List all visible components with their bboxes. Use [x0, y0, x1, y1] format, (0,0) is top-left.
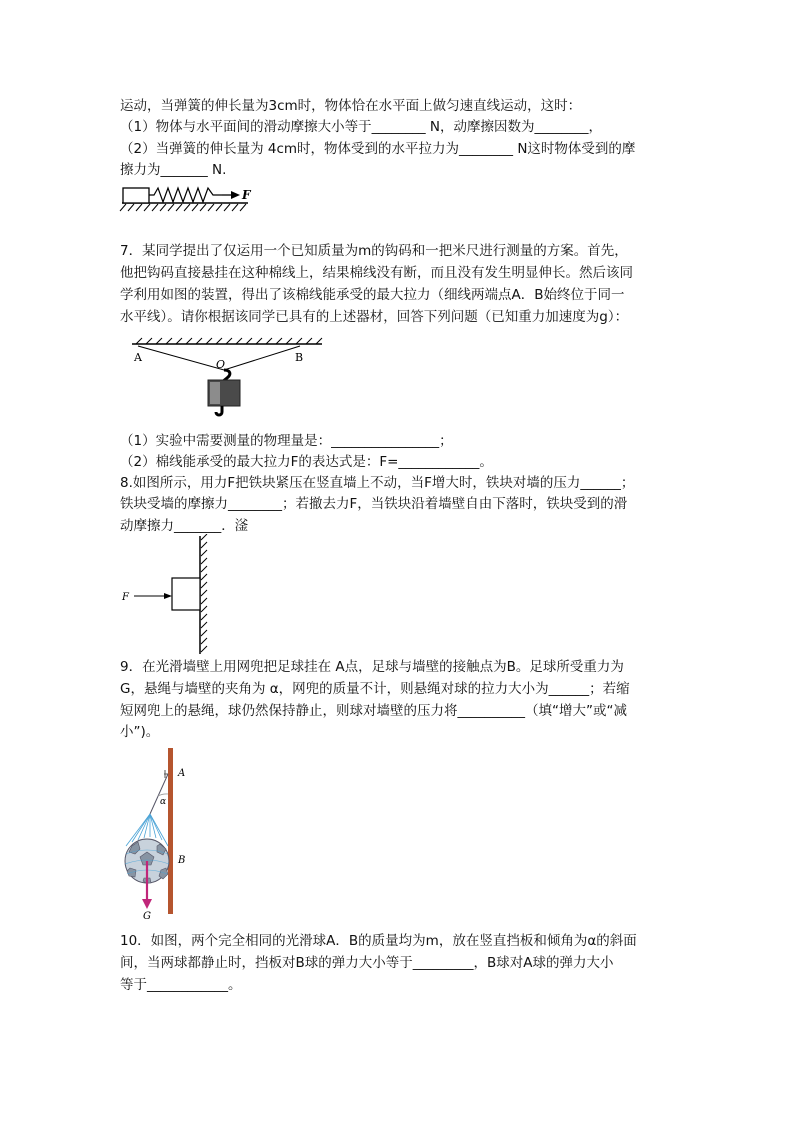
spring: [149, 188, 222, 202]
q7-line-2: 他把钩码直接悬挂在这种棉线上，结果棉线没有断，而且没有发生明显伸长。然后该同: [120, 265, 633, 281]
q6-line-1: 运动，当弹簧的伸长量为3cm时，物体恰在水平面上做匀速直线运动，这时：: [120, 98, 582, 114]
label-a: A: [178, 768, 186, 779]
gravity-arrowhead: [142, 899, 152, 909]
q10-line-1: 10．如图，两个完全相同的光滑球A．B的质量均为m，放在竖直挡板和倾角为α的斜面: [120, 933, 637, 949]
iron-block: [172, 578, 200, 610]
q7-line-4: 水平线）。请你根据该同学已具有的上述器材，回答下列问题（已知重力加速度为g）：: [120, 309, 629, 325]
label-b: B: [178, 855, 186, 866]
force-arrow: [231, 191, 240, 199]
force-label: F: [242, 188, 251, 202]
wall: [168, 748, 173, 914]
q9-line-2: G，悬绳与墙壁的夹角为 α，网兜的质量不计，则悬绳对球的拉力大小为______；若缩: [120, 681, 630, 697]
q9-line-3: 短网兜上的悬绳，球仍然保持静止，则球对墙壁的压力将__________（填“增大”或“减: [120, 703, 627, 719]
q10-line-3: 等于____________。: [120, 977, 242, 993]
q7-line-3: 学利用如图的装置，得出了该棉线能承受的最大拉力（细线两端点A．B始终位于同一: [120, 287, 625, 303]
wall-block-figure: [118, 534, 218, 656]
block: [123, 188, 149, 203]
q9-line-1: 9．在光滑墙壁上用网兜把足球挂在 A点，足球与墙壁的接触点为B。足球所受重力为: [120, 659, 624, 675]
thread-hook-figure: [130, 336, 326, 418]
q7-answer-1: （1）实验中需要测量的物理量是：________________；: [120, 433, 453, 449]
q6-line-4: 擦力为_______ N.: [120, 162, 227, 178]
q6-line-3: （2）当弹簧的伸长量为 4cm时，物体受到的水平拉力为________ N这时物体受到的摩: [120, 141, 636, 157]
force-arrow: [164, 593, 172, 599]
q8-line-1: 8.如图所示，用力F把铁块紧压在竖直墙上不动，当F增大时，铁块对墙的压力______；: [120, 475, 635, 491]
q10-line-2: 间，当两球都静止时，挡板对B球的弹力大小等于_________，B球对A球的弹力大小: [120, 955, 614, 971]
q8-line-3: 动摩擦力_______．滏: [120, 518, 249, 534]
q6-line-2: （1）物体与水平面间的滑动摩擦大小等于________ N，动摩擦因数为________，: [120, 119, 602, 135]
football-net-figure: [116, 746, 196, 922]
q7-line-1: 7．某同学提出了仅运用一个已知质量为m的钩码和一把米尺进行测量的方案。首先，: [120, 243, 628, 259]
q7-answer-2: （2）棉线能承受的最大拉力F的表达式是：F=____________。: [120, 454, 493, 470]
label-g: G: [143, 911, 151, 922]
q8-line-2: 铁块受墙的摩擦力________；若撤去力F，当铁块沿着墙壁自由下落时，铁块受到的滑: [120, 496, 628, 512]
force-label: F: [122, 592, 129, 603]
label-a: A: [134, 351, 142, 364]
label-b: B: [295, 351, 304, 364]
label-alpha: α: [160, 797, 167, 807]
hook-bottom: [216, 406, 222, 415]
spring-block-figure: [118, 180, 258, 214]
q9-line-4: 小”)。: [120, 724, 160, 740]
label-o: O: [216, 358, 226, 371]
